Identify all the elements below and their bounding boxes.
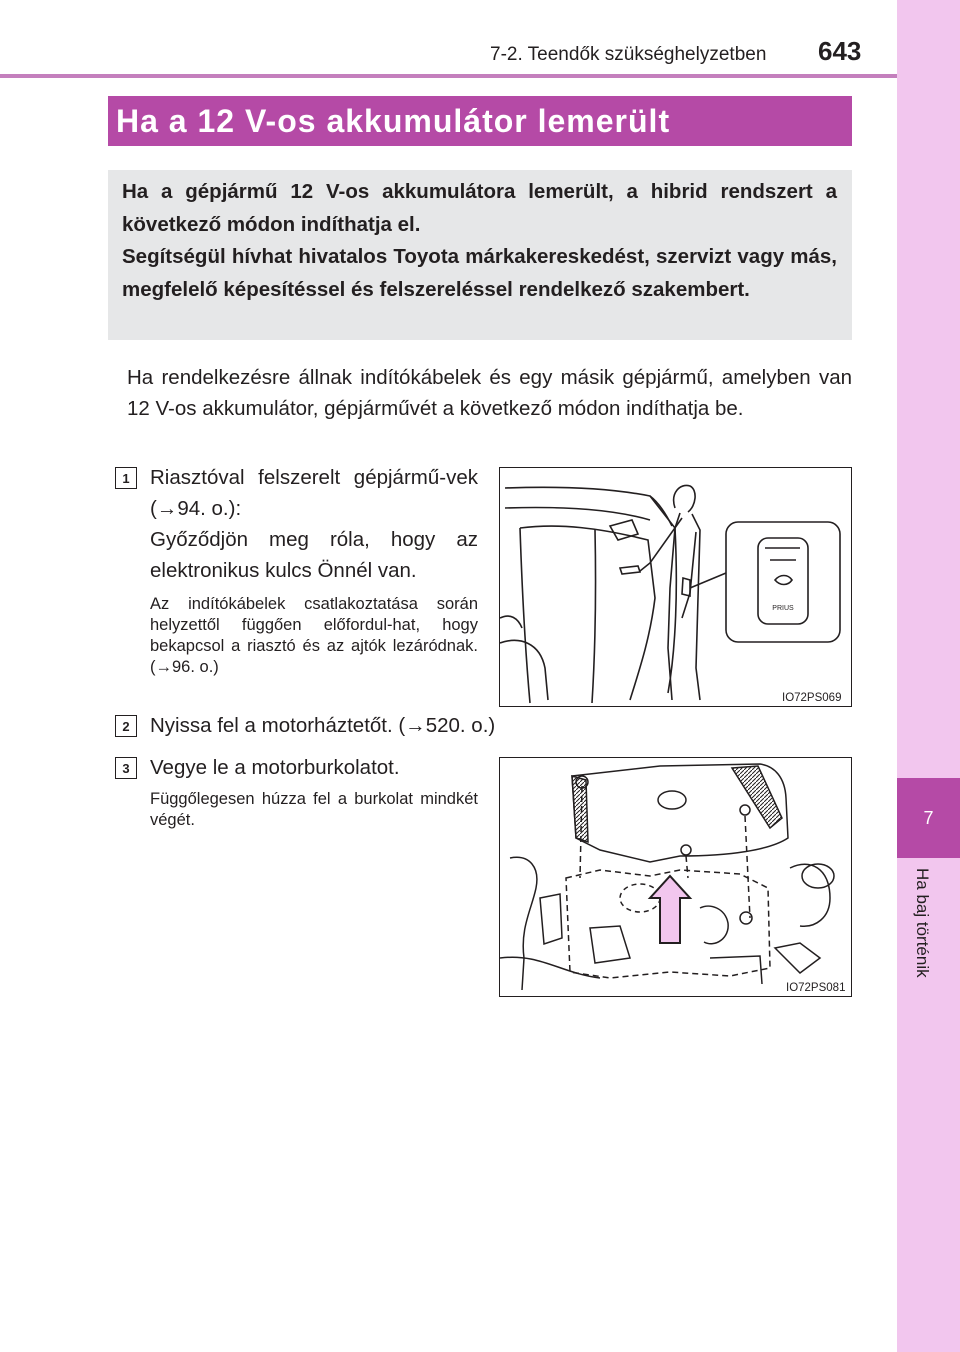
step-3-note: Függőlegesen húzza fel a burkolat mindkét végét. (150, 790, 478, 829)
header-divider (0, 74, 897, 78)
side-tab (897, 0, 960, 1352)
step-1-note: Az indítókábelek csatlakoztatása során helyzettől függően előfordul-hat, hogy bekapcsol a riasztó és az ajtók lezáródnak. (→96. o.) (150, 595, 478, 676)
summary-line-2: Segítségül hívhat hivatalos Toyota márkakereskedést, szervizt vagy más, megfelelő képesítéssel és felszereléssel rendelkező szakembert. (122, 245, 837, 301)
step-number-3: 3 (115, 757, 137, 779)
figure-code-3: IO72PS081 (786, 982, 846, 994)
figure-code-1: IO72PS069 (782, 692, 842, 704)
step-1-subtext: Győződjön meg róla, hogy az elektronikus kulcs Önnél van. (150, 528, 478, 582)
chapter-number: 7 (923, 807, 934, 828)
figure-car-door-key (499, 467, 852, 707)
figure-engine-cover (499, 757, 852, 997)
section-title: Ha a 12 V-os akkumulátor lemerült (108, 96, 852, 146)
engine-cover-illustration (500, 758, 852, 997)
key-label: PRIUS (772, 605, 794, 612)
summary-box (108, 170, 852, 340)
step-2-text: Nyissa fel a motorháztetőt. (→520. o.) (150, 714, 496, 737)
page-number: 643 (818, 36, 862, 66)
summary-line-1: Ha a gépjármű 12 V-os akkumulátora lemerült, a hibrid rendszert a következő módon indíthatja el. (122, 180, 837, 236)
step-1-text (150, 462, 478, 586)
car-door-illustration (500, 468, 852, 707)
step-1-title: Riasztóval felszerelt gépjármű-vek (→94. o.): (150, 466, 478, 520)
header-title: 7-2. Teendők szükséghelyzetben (490, 44, 767, 65)
chapter-number-box (897, 778, 960, 858)
step-number-2: 2 (115, 715, 137, 737)
step-3-text: Vegye le a motorburkolatot. (150, 756, 400, 779)
chapter-label: Ha baj történik (913, 868, 932, 978)
intro-paragraph: Ha rendelkezésre állnak indítókábelek és egy másik gépjármű, amelyben van 12 V-os akkumulátor, gépjárművét a következő módon indíthatja be. (127, 366, 852, 420)
step-number-1: 1 (115, 467, 137, 489)
